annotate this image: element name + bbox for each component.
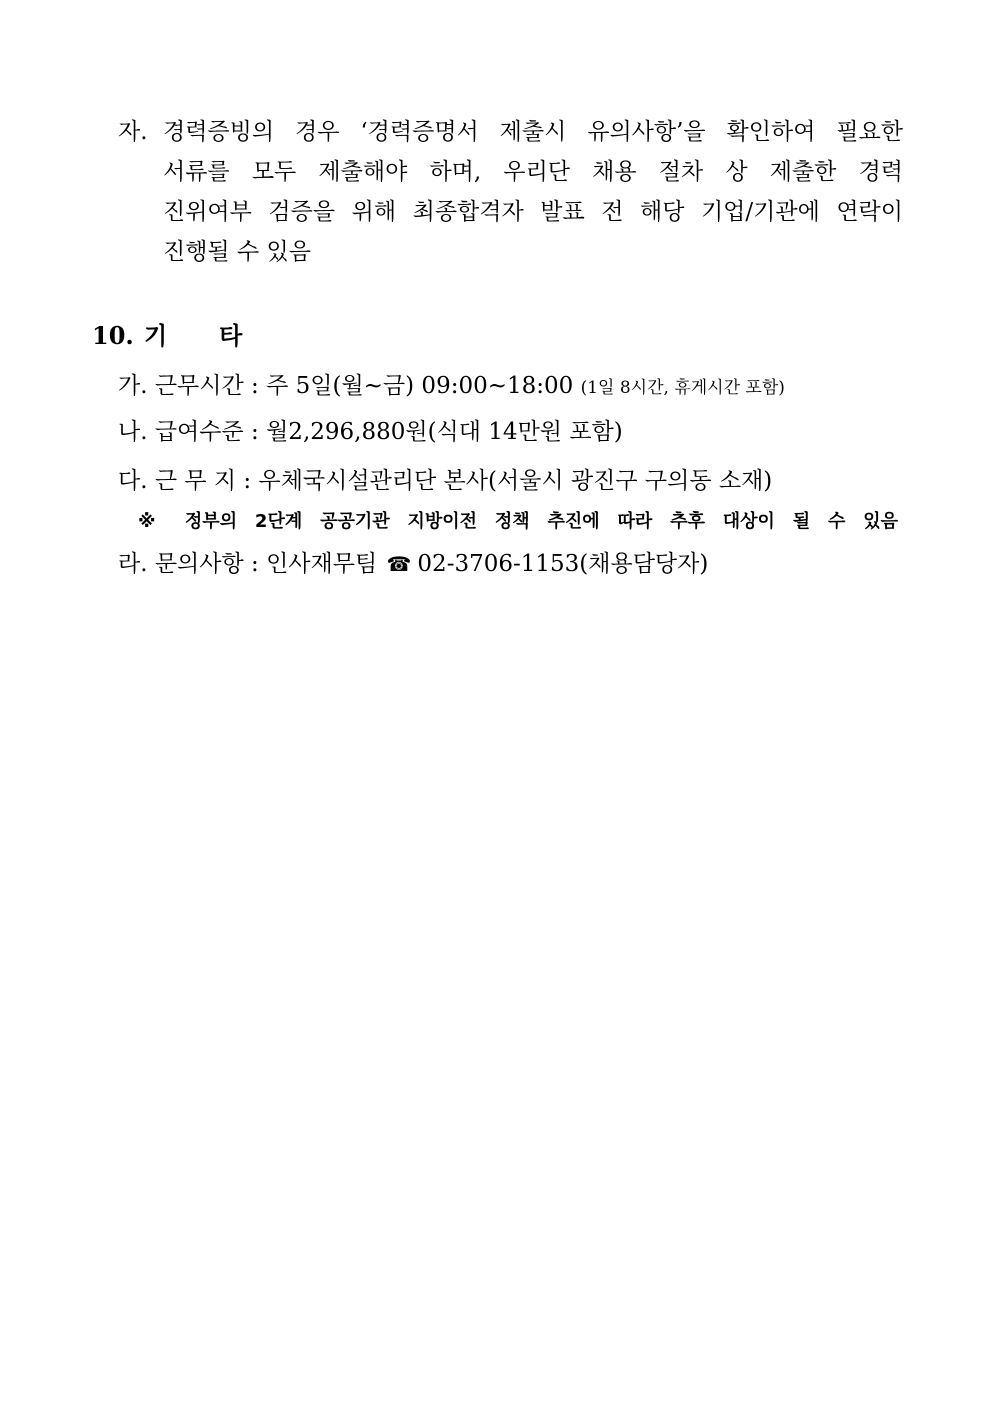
row-value: 월2,296,880원(식대 14만원 포함) [258,419,623,445]
relocation-notice: ※ 정부의 2단계 공공기관 지방이전 정책 추진에 따라 추후 대상이 될 수 있음 [138,511,898,532]
item-marker: 자. [118,119,148,145]
row-value: 주 5일(월~금) 09:00~18:00 [258,373,581,399]
paragraph-line: 진위여부 검증을 위해 최종합격자 발표 전 해당 기업/기관에 연락이 [163,199,903,225]
contact-phone: 02-3706-1153(채용담당자) [417,551,709,577]
row-note: (1일 8시간, 휴게시간 포함) [580,378,785,398]
row-work-location [118,465,772,497]
row-salary [118,416,623,448]
row-contact [118,548,708,580]
section-title: 기타 [144,321,295,350]
paragraph-line: 경력증빙의 경우 ‘경력증명서 제출시 유의사항’을 확인하여 필요한 [163,119,903,145]
contact-department: 인사재무팀 [258,551,378,577]
row-value: 우체국시설관리단 본사(서울시 광진구 구의동 소재) [251,468,773,494]
paragraph-line: 서류를 모두 제출해야 하며, 우리단 채용 절차 상 제출한 경력 [163,159,903,185]
item-paragraph [163,112,903,272]
paragraph-line: 진행될 수 있음 [163,239,311,265]
row-working-hours [118,370,785,404]
row-label: 라. 문의사항 : [118,551,259,577]
section-number: 10. [92,321,134,350]
telephone-icon: ☎ [386,552,412,576]
row-label: 다. 근 무 지 : [118,468,252,494]
section-heading-10 [92,318,294,354]
row-label: 나. 급여수준 : [118,419,259,445]
row-label: 가. 근무시간 : [118,373,259,399]
